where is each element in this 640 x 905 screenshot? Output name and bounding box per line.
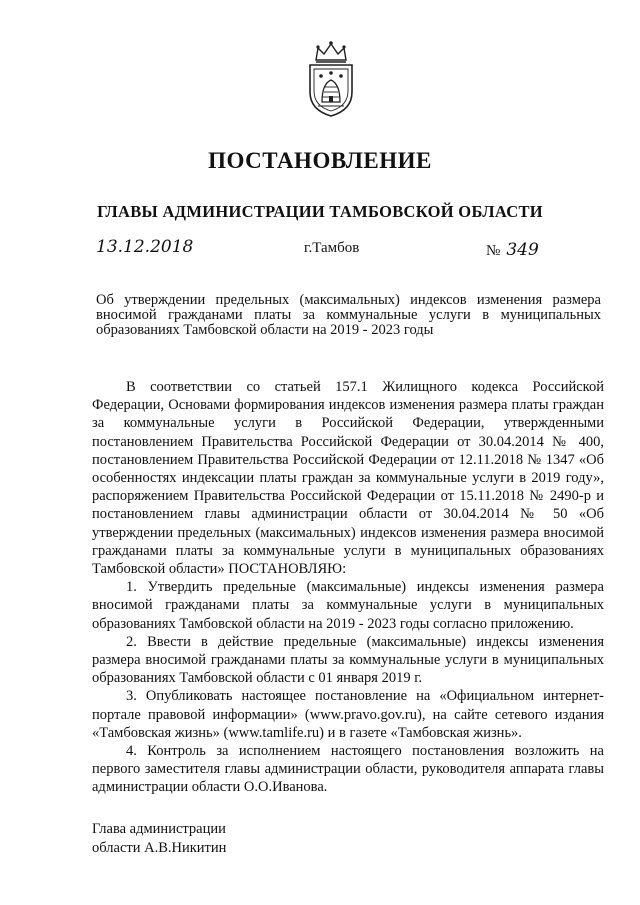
item-1-paragraph: 1. Утвердить предельные (максимальные) индексы изменения размера вносимой гражданами платы за коммунальные услуги в муниципальных образованиях Тамбовской области на 2019 - 2023 годы согласно приложению. <box>92 579 604 632</box>
document-subject: Об утверждении предельных (максимальных) индексов изменения размера вносимой гражданами платы за коммунальные услуги в муниципальных образованиях Тамбовской области на 2019 - 2023 годы <box>96 292 601 338</box>
preamble-paragraph: В соответствии со статьей 157.1 Жилищного кодекса Российской Федерации, Основами формирования индексов изменения размера платы граждан за коммунальные услуги в Российской Федерации, утвержденными постановлением Правительства Российской Федерации от 30.04.2014 № 400, постановлением Правительства Российской Федерации от 12.11.2018 № 1347 «Об особенностях индексации платы граждан за коммунальные услуги в 2019 году», распоряжением Правительства Российской Федерации от 15.11.2018 № 2490-р и постановлением главы администрации области от 30.04.2014 № 50 «Об утверждении предельных (максимальных) индексов изменения размера вносимой гражданами платы за коммунальные услуги в муниципальных образованиях Тамбовской области» ПОСТАНОВЛЯЮ: <box>92 379 604 578</box>
document-body <box>92 378 604 797</box>
coat-of-arms-icon <box>300 40 362 118</box>
item-2-paragraph: 2. Ввести в действие предельные (максимальные) индексы изменения размера вносимой гражданами платы за коммунальные услуги в муниципальных образованиях Тамбовской области с 01 января 2019 г. <box>92 633 604 687</box>
document-date: 13.12.2018 <box>96 237 194 257</box>
signature-line-2: области А.В.Никитин <box>92 840 227 856</box>
item-4-paragraph: 4. Контроль за исполнением настоящего постановления возложить на первого заместителя главы администрации области, руководителя аппарата главы администрации области О.О.Иванова. <box>92 743 604 796</box>
number-label: № <box>486 243 501 259</box>
document-title: ПОСТАНОВЛЕНИЕ <box>208 148 432 173</box>
number-value: 349 <box>506 240 539 260</box>
document-number <box>486 240 539 260</box>
document-city: г.Тамбов <box>304 240 360 256</box>
signature-line-1: Глава администрации <box>92 821 226 837</box>
signature-block <box>92 820 226 858</box>
document-subtitle: ГЛАВЫ АДМИНИСТРАЦИИ ТАМБОВСКОЙ ОБЛАСТИ <box>97 202 543 221</box>
item-3-paragraph: 3. Опубликовать настоящее постановление на «Официальном интернет-портале правовой информации» (www.pravo.gov.ru), на сайте сетевого издания «Тамбовская жизнь» (www.tamlife.ru) и в газете «Тамбовская жизнь». <box>92 688 604 741</box>
